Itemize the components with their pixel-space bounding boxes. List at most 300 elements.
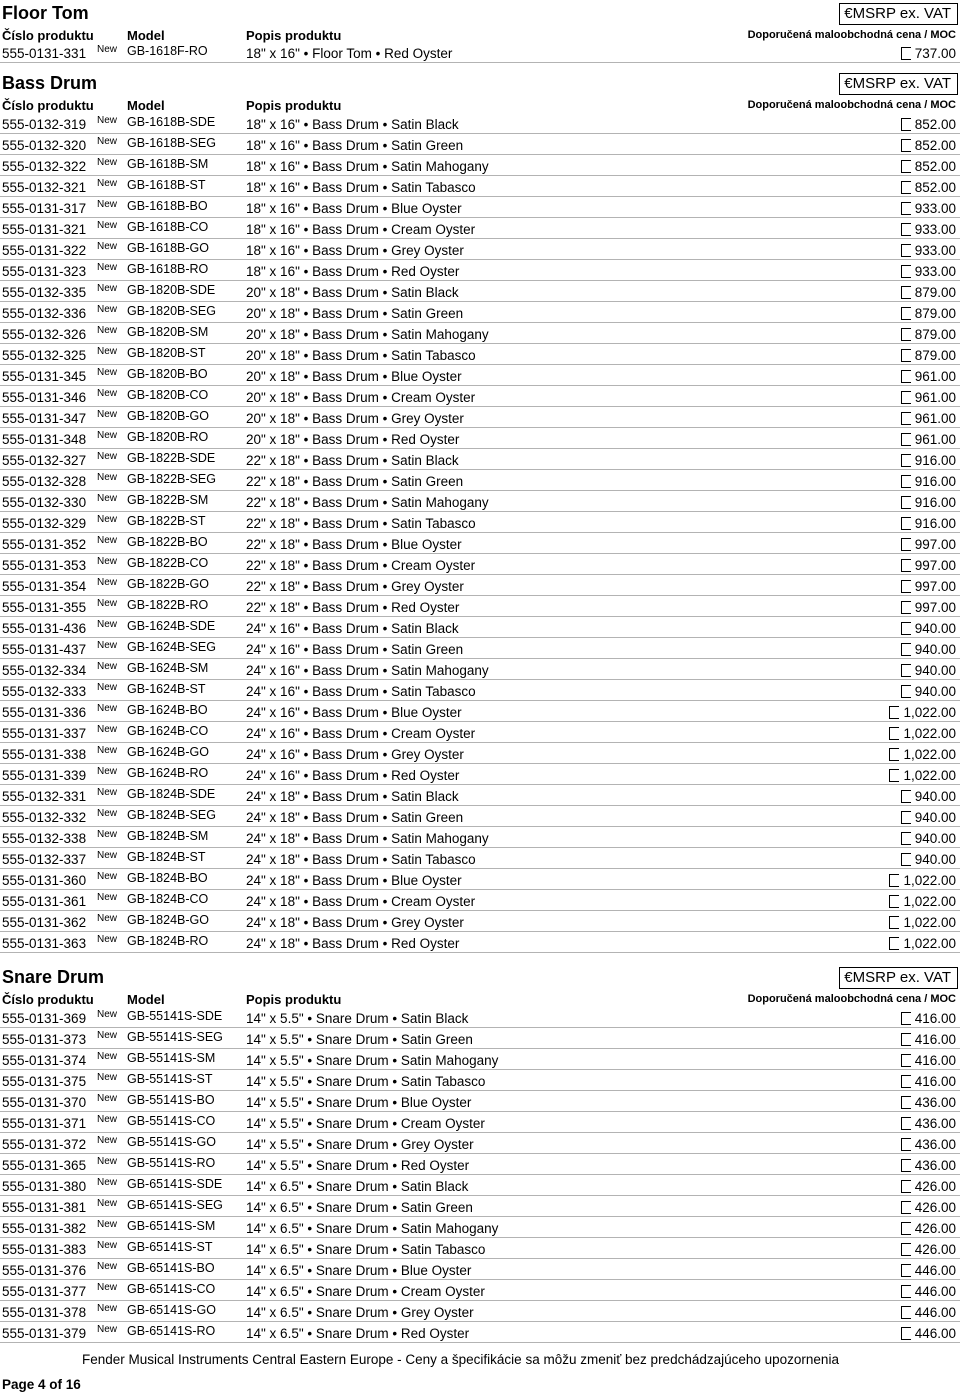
price-cell — [901, 663, 956, 678]
new-badge: New — [97, 1156, 118, 1167]
product-number: 555-0131-370 — [2, 1095, 87, 1110]
product-number: 555-0131-346 — [2, 390, 87, 405]
table-row — [0, 1028, 960, 1049]
currency-bracket-icon — [901, 1222, 911, 1235]
currency-bracket-icon — [901, 475, 911, 488]
currency-bracket-icon — [901, 433, 911, 446]
new-badge: New — [97, 640, 118, 651]
price-value: 961.00 — [914, 390, 956, 405]
new-badge: New — [97, 535, 118, 546]
price-cell — [901, 684, 956, 699]
price-cell — [901, 537, 956, 552]
new-badge: New — [97, 1114, 118, 1125]
price-value: 997.00 — [914, 600, 956, 615]
product-description: 14" x 6.5" • Snare Drum • Red Oyster — [246, 1326, 470, 1341]
model-code: GB-1824B-BO — [127, 871, 208, 885]
table-row — [0, 512, 960, 533]
product-description: 24" x 18" • Bass Drum • Grey Oyster — [246, 915, 464, 930]
price-cell — [901, 495, 956, 510]
model-code: GB-1624B-CO — [127, 724, 209, 738]
price-value: 416.00 — [914, 1032, 956, 1047]
new-badge: New — [97, 367, 118, 378]
price-value: 1,022.00 — [903, 894, 956, 909]
price-value: 940.00 — [914, 642, 956, 657]
currency-bracket-icon — [901, 1285, 911, 1298]
product-description: 14" x 5.5" • Snare Drum • Red Oyster — [246, 1158, 470, 1173]
product-description: 18" x 16" • Bass Drum • Satin Green — [246, 138, 464, 153]
price-value: 426.00 — [914, 1242, 956, 1257]
product-number: 555-0131-365 — [2, 1158, 87, 1173]
table-row — [0, 386, 960, 407]
product-number: 555-0131-436 — [2, 621, 87, 636]
model-code: GB-65141S-GO — [127, 1303, 216, 1317]
currency-bracket-icon — [901, 265, 911, 278]
table-row — [0, 155, 960, 176]
table-row — [0, 42, 960, 63]
currency-bracket-icon — [901, 223, 911, 236]
product-number: 555-0131-348 — [2, 432, 87, 447]
product-number: 555-0131-381 — [2, 1200, 87, 1215]
price-value: 1,022.00 — [903, 915, 956, 930]
model-code: GB-1624B-RO — [127, 766, 209, 780]
model-code: GB-1624B-ST — [127, 682, 206, 696]
price-cell — [901, 1074, 956, 1089]
product-description: 18" x 16" • Bass Drum • Satin Mahogany — [246, 159, 489, 174]
new-badge: New — [97, 409, 118, 420]
col-price-header: Doporučená maloobchodná cena / MOC — [747, 993, 956, 1005]
product-number: 555-0132-329 — [2, 516, 87, 531]
table-row — [0, 827, 960, 848]
model-code: GB-1624B-GO — [127, 745, 209, 759]
table-row — [0, 806, 960, 827]
product-description: 24" x 16" • Bass Drum • Satin Black — [246, 621, 459, 636]
currency-bracket-icon — [901, 853, 911, 866]
product-number: 555-0132-321 — [2, 180, 87, 195]
product-description: 14" x 6.5" • Snare Drum • Satin Mahogany — [246, 1221, 499, 1236]
product-number: 555-0131-337 — [2, 726, 87, 741]
model-code: GB-1624B-SM — [127, 661, 209, 675]
price-value: 961.00 — [914, 369, 956, 384]
price-value: 879.00 — [914, 285, 956, 300]
currency-bracket-icon — [901, 1117, 911, 1130]
price-cell — [901, 180, 956, 195]
price-cell — [901, 432, 956, 447]
product-description: 24" x 18" • Bass Drum • Red Oyster — [246, 936, 460, 951]
table-row — [0, 1049, 960, 1070]
price-value: 940.00 — [914, 789, 956, 804]
product-number: 555-0131-362 — [2, 915, 87, 930]
product-number: 555-0131-373 — [2, 1032, 87, 1047]
product-number: 555-0132-334 — [2, 663, 87, 678]
table-row — [0, 1154, 960, 1175]
column-header-row — [0, 992, 960, 1008]
price-cell — [901, 285, 956, 300]
price-cell — [901, 1221, 956, 1236]
product-table — [0, 1007, 960, 1343]
price-cell — [901, 159, 956, 174]
model-code: GB-65141S-ST — [127, 1240, 213, 1254]
product-description: 20" x 18" • Bass Drum • Satin Tabasco — [246, 348, 476, 363]
price-cell — [901, 369, 956, 384]
price-value: 446.00 — [914, 1284, 956, 1299]
new-badge: New — [97, 934, 118, 945]
currency-bracket-icon — [901, 47, 911, 60]
new-badge: New — [97, 1219, 118, 1230]
price-cell — [901, 1179, 956, 1194]
price-cell — [901, 1263, 956, 1278]
model-code: GB-1618B-CO — [127, 220, 209, 234]
table-row — [0, 428, 960, 449]
currency-bracket-icon — [901, 391, 911, 404]
currency-bracket-icon — [901, 811, 911, 824]
currency-bracket-icon — [901, 496, 911, 509]
price-value: 879.00 — [914, 306, 956, 321]
price-value: 436.00 — [914, 1116, 956, 1131]
currency-bracket-icon — [889, 937, 899, 950]
product-number: 555-0131-331 — [2, 46, 87, 61]
model-code: GB-65141S-SEG — [127, 1198, 223, 1212]
model-code: GB-55141S-BO — [127, 1093, 215, 1107]
table-row — [0, 1196, 960, 1217]
price-value: 961.00 — [914, 411, 956, 426]
currency-bracket-icon — [901, 286, 911, 299]
table-row — [0, 323, 960, 344]
col-number-header: Číslo produktu — [2, 98, 94, 113]
model-code: GB-55141S-SEG — [127, 1030, 223, 1044]
product-description: 20" x 18" • Bass Drum • Satin Green — [246, 306, 464, 321]
product-number: 555-0132-332 — [2, 810, 87, 825]
model-code: GB-1824B-ST — [127, 850, 206, 864]
price-value: 940.00 — [914, 810, 956, 825]
table-row — [0, 1070, 960, 1091]
product-number: 555-0131-363 — [2, 936, 87, 951]
price-value: 1,022.00 — [903, 768, 956, 783]
model-code: GB-1618B-SEG — [127, 136, 216, 150]
table-row — [0, 743, 960, 764]
price-cell — [901, 1116, 956, 1131]
new-badge: New — [97, 388, 118, 399]
currency-bracket-icon — [901, 580, 911, 593]
product-description: 14" x 6.5" • Snare Drum • Blue Oyster — [246, 1263, 472, 1278]
price-value: 852.00 — [914, 180, 956, 195]
currency-bracket-icon — [901, 1075, 911, 1088]
product-number: 555-0132-330 — [2, 495, 87, 510]
new-badge: New — [97, 703, 118, 714]
product-description: 18" x 16" • Bass Drum • Satin Tabasco — [246, 180, 476, 195]
product-description: 14" x 5.5" • Snare Drum • Satin Black — [246, 1011, 469, 1026]
price-cell — [889, 936, 956, 951]
new-badge: New — [97, 619, 118, 630]
currency-bracket-icon — [901, 538, 911, 551]
new-badge: New — [97, 661, 118, 672]
price-cell — [901, 1053, 956, 1068]
model-code: GB-65141S-BO — [127, 1261, 215, 1275]
new-badge: New — [97, 1030, 118, 1041]
price-value: 997.00 — [914, 537, 956, 552]
currency-bracket-icon — [901, 790, 911, 803]
price-value: 940.00 — [914, 852, 956, 867]
price-cell — [901, 558, 956, 573]
table-row — [0, 260, 960, 281]
new-badge: New — [97, 262, 118, 273]
new-badge: New — [97, 808, 118, 819]
currency-bracket-icon — [901, 622, 911, 635]
price-cell — [889, 705, 956, 720]
model-code: GB-65141S-SM — [127, 1219, 216, 1233]
currency-bracket-icon — [901, 181, 911, 194]
currency-bracket-icon — [901, 202, 911, 215]
model-code: GB-1824B-SEG — [127, 808, 216, 822]
model-code: GB-1822B-SEG — [127, 472, 216, 486]
product-description: 22" x 18" • Bass Drum • Red Oyster — [246, 600, 460, 615]
currency-bracket-icon — [901, 1012, 911, 1025]
table-row — [0, 1175, 960, 1196]
new-badge: New — [97, 514, 118, 525]
currency-bracket-icon — [901, 685, 911, 698]
product-description: 14" x 5.5" • Snare Drum • Cream Oyster — [246, 1116, 485, 1131]
currency-bracket-icon — [901, 832, 911, 845]
price-value: 933.00 — [914, 264, 956, 279]
new-badge: New — [97, 136, 118, 147]
price-value: 416.00 — [914, 1074, 956, 1089]
product-description: 18" x 16" • Bass Drum • Grey Oyster — [246, 243, 464, 258]
table-row — [0, 113, 960, 134]
new-badge: New — [97, 598, 118, 609]
new-badge: New — [97, 871, 118, 882]
product-number: 555-0132-336 — [2, 306, 87, 321]
new-badge: New — [97, 724, 118, 735]
col-desc-header: Popis produktu — [246, 98, 342, 113]
new-badge: New — [97, 1240, 118, 1251]
new-badge: New — [97, 241, 118, 252]
model-code: GB-55141S-GO — [127, 1135, 216, 1149]
model-code: GB-1618B-SDE — [127, 115, 216, 129]
product-description: 24" x 16" • Bass Drum • Satin Mahogany — [246, 663, 489, 678]
product-description: 24" x 18" • Bass Drum • Satin Tabasco — [246, 852, 476, 867]
new-badge: New — [97, 220, 118, 231]
table-row — [0, 134, 960, 155]
new-badge: New — [97, 451, 118, 462]
msrp-label: €MSRP ex. VAT — [839, 967, 958, 989]
price-cell — [901, 1326, 956, 1341]
price-value: 737.00 — [914, 46, 956, 61]
new-badge: New — [97, 1282, 118, 1293]
new-badge: New — [97, 766, 118, 777]
table-row — [0, 764, 960, 785]
price-value: 436.00 — [914, 1137, 956, 1152]
price-cell — [901, 411, 956, 426]
model-code: GB-1822B-SDE — [127, 451, 216, 465]
new-badge: New — [97, 1072, 118, 1083]
col-model-header: Model — [127, 992, 165, 1007]
product-description: 20" x 18" • Bass Drum • Satin Mahogany — [246, 327, 489, 342]
product-description: 20" x 18" • Bass Drum • Red Oyster — [246, 432, 460, 447]
product-number: 555-0132-328 — [2, 474, 87, 489]
product-description: 22" x 18" • Bass Drum • Satin Black — [246, 453, 459, 468]
table-row — [0, 365, 960, 386]
price-value: 997.00 — [914, 579, 956, 594]
currency-bracket-icon — [901, 559, 911, 572]
new-badge: New — [97, 325, 118, 336]
model-code: GB-1618F-RO — [127, 44, 208, 58]
currency-bracket-icon — [901, 1243, 911, 1256]
price-cell — [901, 390, 956, 405]
product-description: 14" x 6.5" • Snare Drum • Satin Black — [246, 1179, 469, 1194]
table-row — [0, 1259, 960, 1280]
product-description: 22" x 18" • Bass Drum • Satin Green — [246, 474, 464, 489]
model-code: GB-65141S-CO — [127, 1282, 216, 1296]
new-badge: New — [97, 1261, 118, 1272]
price-value: 940.00 — [914, 663, 956, 678]
price-value: 961.00 — [914, 432, 956, 447]
product-number: 555-0131-380 — [2, 1179, 87, 1194]
currency-bracket-icon — [901, 1033, 911, 1046]
table-row — [0, 638, 960, 659]
product-description: 24" x 16" • Bass Drum • Satin Green — [246, 642, 464, 657]
model-code: GB-1618B-GO — [127, 241, 209, 255]
model-code: GB-1820B-SDE — [127, 283, 216, 297]
col-price-header: Doporučená maloobchodná cena / MOC — [747, 99, 956, 111]
model-code: GB-1618B-ST — [127, 178, 206, 192]
price-value: 1,022.00 — [903, 726, 956, 741]
section-title: Bass Drum — [2, 73, 98, 93]
currency-bracket-icon — [901, 370, 911, 383]
model-code: GB-1624B-SDE — [127, 619, 216, 633]
model-code: GB-55141S-RO — [127, 1156, 216, 1170]
price-cell — [901, 306, 956, 321]
currency-bracket-icon — [889, 706, 899, 719]
col-model-header: Model — [127, 98, 165, 113]
price-cell — [901, 642, 956, 657]
product-number: 555-0131-352 — [2, 537, 87, 552]
product-number: 555-0132-326 — [2, 327, 87, 342]
price-cell — [901, 600, 956, 615]
section-title: Snare Drum — [2, 967, 105, 987]
price-value: 446.00 — [914, 1326, 956, 1341]
price-cell — [889, 768, 956, 783]
product-description: 18" x 16" • Bass Drum • Cream Oyster — [246, 222, 476, 237]
product-number: 555-0131-336 — [2, 705, 87, 720]
model-code: GB-1822B-RO — [127, 598, 209, 612]
table-row — [0, 596, 960, 617]
price-value: 416.00 — [914, 1011, 956, 1026]
product-number: 555-0131-378 — [2, 1305, 87, 1320]
section-floor-tom — [0, 3, 960, 63]
product-number: 555-0131-360 — [2, 873, 87, 888]
currency-bracket-icon — [901, 601, 911, 614]
product-number: 555-0131-347 — [2, 411, 87, 426]
table-row — [0, 1133, 960, 1154]
table-row — [0, 407, 960, 428]
new-badge: New — [97, 1051, 118, 1062]
column-header-row — [0, 98, 960, 114]
table-row — [0, 302, 960, 323]
product-description: 22" x 18" • Bass Drum • Blue Oyster — [246, 537, 462, 552]
price-value: 436.00 — [914, 1095, 956, 1110]
price-cell — [901, 621, 956, 636]
model-code: GB-1820B-CO — [127, 388, 209, 402]
table-row — [0, 722, 960, 743]
product-number: 555-0131-338 — [2, 747, 87, 762]
currency-bracket-icon — [889, 895, 899, 908]
product-description: 14" x 5.5" • Snare Drum • Satin Green — [246, 1032, 473, 1047]
new-badge: New — [97, 850, 118, 861]
model-code: GB-1822B-SM — [127, 493, 209, 507]
product-number: 555-0131-339 — [2, 768, 87, 783]
table-row — [0, 1280, 960, 1301]
currency-bracket-icon — [901, 643, 911, 656]
price-value: 933.00 — [914, 243, 956, 258]
price-value: 1,022.00 — [903, 873, 956, 888]
model-code: GB-1824B-RO — [127, 934, 209, 948]
price-cell — [901, 1305, 956, 1320]
price-cell — [889, 894, 956, 909]
model-code: GB-1820B-BO — [127, 367, 208, 381]
price-cell — [901, 810, 956, 825]
new-badge: New — [97, 346, 118, 357]
table-row — [0, 197, 960, 218]
table-row — [0, 554, 960, 575]
product-description: 20" x 18" • Bass Drum • Cream Oyster — [246, 390, 476, 405]
product-number: 555-0131-379 — [2, 1326, 87, 1341]
price-cell — [901, 789, 956, 804]
product-number: 555-0132-322 — [2, 159, 87, 174]
product-number: 555-0132-337 — [2, 852, 87, 867]
new-badge: New — [97, 1177, 118, 1188]
currency-bracket-icon — [901, 1306, 911, 1319]
new-badge: New — [97, 472, 118, 483]
price-value: 436.00 — [914, 1158, 956, 1173]
model-code: GB-1624B-SEG — [127, 640, 216, 654]
table-row — [0, 911, 960, 932]
msrp-label: €MSRP ex. VAT — [839, 3, 958, 25]
new-badge: New — [97, 44, 118, 55]
table-row — [0, 617, 960, 638]
product-description: 20" x 18" • Bass Drum • Blue Oyster — [246, 369, 462, 384]
price-value: 997.00 — [914, 558, 956, 573]
table-row — [0, 1322, 960, 1343]
page-number: Page 4 of 16 — [2, 1377, 81, 1392]
price-value: 916.00 — [914, 495, 956, 510]
product-number: 555-0131-382 — [2, 1221, 87, 1236]
product-description: 24" x 18" • Bass Drum • Cream Oyster — [246, 894, 476, 909]
price-cell — [901, 243, 956, 258]
model-code: GB-1820B-SEG — [127, 304, 216, 318]
product-description: 24" x 18" • Bass Drum • Satin Mahogany — [246, 831, 489, 846]
price-value: 916.00 — [914, 516, 956, 531]
price-cell — [901, 1032, 956, 1047]
price-cell — [901, 1158, 956, 1173]
new-badge: New — [97, 283, 118, 294]
price-cell — [901, 1200, 956, 1215]
price-cell — [901, 348, 956, 363]
currency-bracket-icon — [889, 727, 899, 740]
new-badge: New — [97, 1324, 118, 1335]
price-value: 446.00 — [914, 1305, 956, 1320]
product-description: 24" x 16" • Bass Drum • Satin Tabasco — [246, 684, 476, 699]
product-description: 14" x 6.5" • Snare Drum • Satin Green — [246, 1200, 473, 1215]
model-code: GB-1822B-ST — [127, 514, 206, 528]
table-row — [0, 1007, 960, 1028]
table-row — [0, 1301, 960, 1322]
price-cell — [901, 1242, 956, 1257]
currency-bracket-icon — [889, 874, 899, 887]
table-row — [0, 575, 960, 596]
currency-bracket-icon — [901, 1264, 911, 1277]
product-number: 555-0132-331 — [2, 789, 87, 804]
price-cell — [901, 46, 956, 61]
currency-bracket-icon — [901, 1096, 911, 1109]
